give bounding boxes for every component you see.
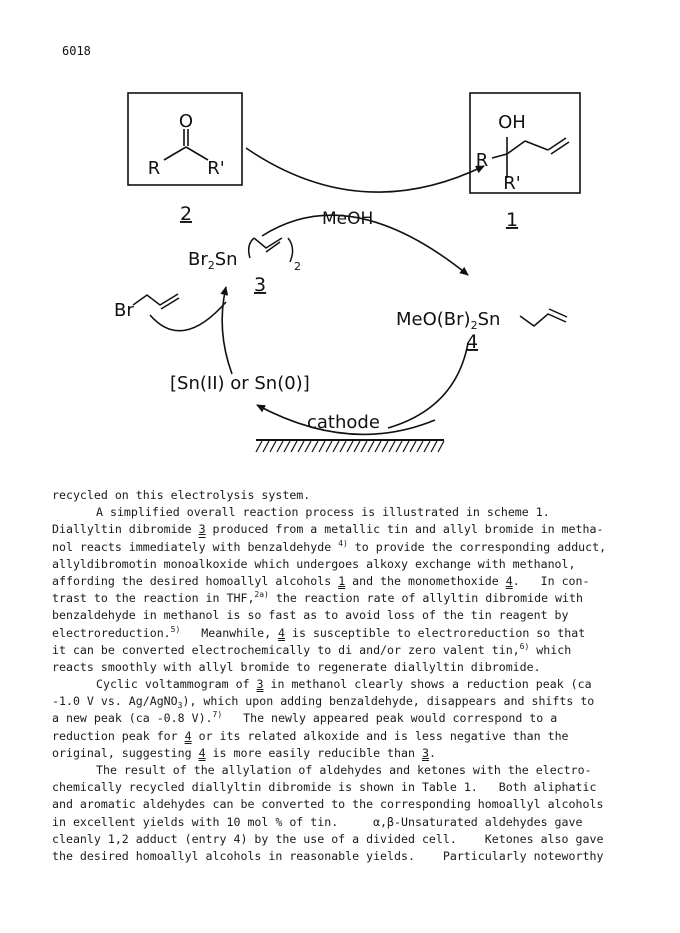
footnote-ref: 5): [170, 624, 181, 634]
regeneration-arrow: [222, 287, 232, 374]
monomethoxide: [396, 309, 567, 332]
compound-label-3: 3: [254, 274, 267, 296]
compound-ref: 4: [505, 573, 513, 588]
product-r-prime: R': [503, 173, 521, 194]
carbonyl-oxygen: O: [178, 111, 194, 132]
carbonyl-box: [128, 93, 242, 185]
cathode-label: cathode: [307, 412, 380, 433]
text-line: chemically recycled diallyltin dibromide is shown in Table 1. Both aliphatic: [52, 780, 597, 795]
addition-arrow: [246, 148, 484, 192]
text-line: nol reacts immediately with benzaldehyde $^{4)}$ to provide the corresponding adduct,: [52, 538, 607, 554]
meoh-label: MeOH: [322, 209, 374, 229]
text-line: allyldibromotin monoalkoxide which undergoes alkoxy exchange with methanol,: [52, 556, 576, 571]
diallyltin-dibromide: [188, 238, 301, 273]
product-box: [470, 93, 580, 194]
compound-ref: 4: [198, 745, 206, 760]
footnote-ref: 6): [519, 641, 530, 651]
body-text: [52, 487, 652, 865]
text-line: A simplified overall reaction process is illustrated in scheme 1.: [96, 505, 550, 520]
footnote-ref: 2a): [254, 590, 269, 600]
text-line: reduction peak for 4 or its related alkoxide and is less negative than the: [52, 728, 569, 743]
allyl-bromide-arrow: [150, 302, 226, 331]
text-line: Diallyltin dibromide 3 produced from a metallic tin and allyl bromide in metha-: [52, 522, 604, 537]
text-line: -1.0 V vs. Ag/AgNO$_3$), which upon adding benzaldehyde, disappears and shifts to: [52, 694, 595, 711]
text-line: reacts smoothly with allyl bromide to regenerate diallyltin dibromide.: [52, 659, 541, 674]
compound-ref: 3: [198, 522, 206, 537]
page-number: 6018: [62, 44, 91, 58]
cycle-arc-right: [388, 343, 468, 428]
svg-text:Br2Sn: $Br_2Sn$: [188, 249, 238, 272]
compound-ref: 4: [278, 625, 286, 640]
footnote-ref: 4): [338, 538, 348, 548]
compound-label-1: 1: [505, 209, 519, 231]
text-line: recycled on this electrolysis system.: [52, 488, 311, 502]
compound-ref: 3: [421, 745, 429, 760]
svg-text:2: 2: [294, 260, 301, 273]
compound-ref: 1: [338, 573, 346, 588]
text-line: a new peak (ca -0.8 V).$^{7)}$ The newly appeared peak would correspond to a: [52, 710, 558, 726]
footnote-ref: 7): [212, 710, 223, 720]
text-line: trast to the reaction in THF,$^{2a)}$ the reaction rate of allyltin dibromide with: [52, 590, 583, 606]
text-line: affording the desired homoallyl alcohols 1 and the monomethoxide 4. In con-: [52, 573, 590, 588]
text-line: and aromatic aldehydes can be converted to the corresponding homoallyl alcohols: [52, 797, 604, 812]
compound-label-2: 2: [179, 203, 193, 225]
product-oh: OH: [498, 112, 526, 133]
carbonyl-r-prime: R': [207, 158, 225, 179]
text-line: electroreduction.$^{5)}$ Meanwhile, 4 is susceptible to electroreduction so that: [52, 624, 586, 640]
product-r: R: [475, 150, 489, 171]
compound-label-4: 4: [466, 331, 479, 353]
svg-text:Br: Br: [114, 300, 134, 321]
svg-text:MeO(Br)2Sn: $MeO(Br)_2Sn$: [396, 309, 501, 332]
carbonyl-r: R: [147, 158, 161, 179]
text-line: original, suggesting 4 is more easily reducible than 3.: [52, 745, 436, 760]
text-line: it can be converted electrochemically to di and/or zero valent tin,$^{6)}$ which: [52, 641, 572, 657]
text-line: the desired homoallyl alcohols in reasonable yields. Particularly noteworthy: [52, 848, 604, 863]
cathode-electrode: [256, 440, 444, 452]
compound-ref: 3: [256, 677, 264, 692]
tin-species-label: [Sn(II) or Sn(0)]: [170, 373, 310, 394]
compound-ref: 4: [184, 728, 192, 743]
text-line: in excellent yields with 10 mol % of tin. α,β-Unsaturated aldehydes gave: [52, 814, 583, 829]
text-line: benzaldehyde in methanol is so fast as to avoid loss of the tin reagent by: [52, 608, 569, 623]
text-line: Cyclic voltammogram of 3 in methanol clearly shows a reduction peak (ca: [96, 677, 592, 692]
text-line: cleanly 1,2 adduct (entry 4) by the use of a divided cell. Ketones also gave: [52, 831, 604, 846]
allyl-bromide: [114, 294, 179, 321]
text-line: The result of the allylation of aldehydes and ketones with the electro-: [96, 763, 592, 777]
